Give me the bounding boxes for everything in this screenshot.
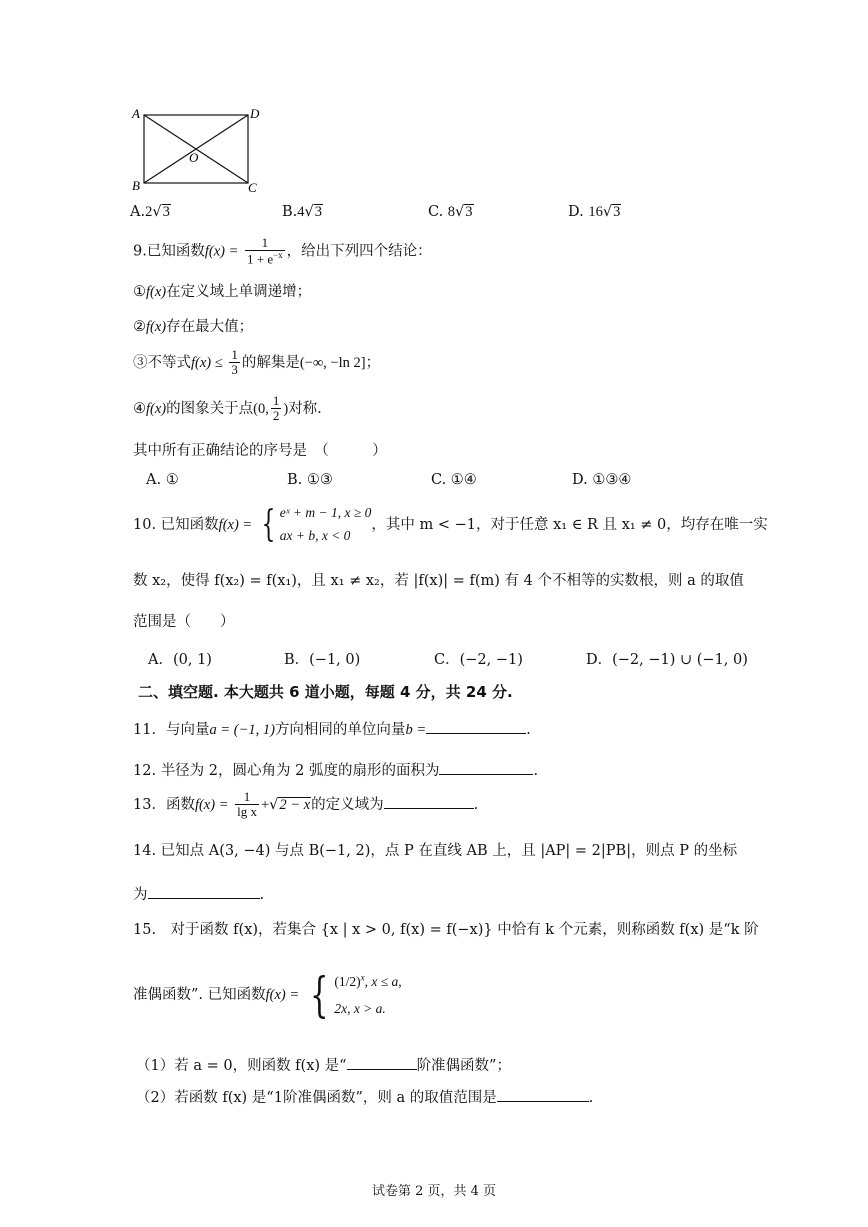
q15-part2: （2）若函数 f(x) 是“1阶准偶函数”，则 a 的取值范围是 . [136,1087,593,1107]
vertex-label-b: B [132,178,140,193]
q9-question: 其中所有正确结论的序号是 （ ） [133,443,387,459]
q9-statement-1: ①f(x)在定义域上单调递增； [133,284,312,300]
q10-option-b: B．(−1, 0) [284,652,361,668]
page-footer: 试卷第 2 页，共 4 页 [371,1184,497,1199]
q13-answer-blank[interactable] [384,794,474,809]
q9-option-c: C. ①④ [431,472,477,488]
q10-stem-line2: 数 x₂，使得 f(x₂) = f(x₁)，且 x₁ ≠ x₂，若 |f(x)| = f(m) 有 4 个不相等的实数根，则 a 的取值 [133,573,744,589]
q12: 12. 半径为 2，圆心角为 2 弧度的扇形的面积为 . [133,760,538,780]
q8-option-c: C. 8√3 [428,204,473,220]
q15-line2: 准偶函数”. 已知函数f(x) = { $(1/2)^x$, x ≤ a, 2x, x > a. [133,967,402,1023]
vertex-label-a: A [132,106,140,121]
q8-option-a: A.2√3 [130,204,170,220]
q15-part1: （1）若 a = 0，则函数 f(x) 是“ 阶准偶函数”； [136,1055,511,1075]
q15-part1-answer-blank[interactable] [347,1055,417,1070]
vertex-label-c: C [248,180,257,195]
q10-option-a: A．(0, 1) [148,652,212,668]
q8-option-b: B.4√3 [282,204,323,220]
vertex-label-d: D [250,106,260,121]
q12-answer-blank[interactable] [439,760,533,775]
q14-line2: 为 . [133,884,264,904]
q10-stem-line1: 10. 已知函数f(x) = { eˣ + m − 1, x ≥ 0 ax + b, x < 0 ，其中 m < −1，对于任意 x₁ ∈ R 且 x₁ ≠ 0，均存在唯一实 [133,503,768,545]
q13: 13．函数f(x) = $\frac{1}{\text{lg x}}$ +√2 − x的定义域为 . [133,789,479,820]
q14-line1: 14. 已知点 A(3, −4) 与点 B(−1, 2)，点 P 在直线 AB 上，且 |AP| = 2|PB|，则点 P 的坐标 [133,843,738,859]
q10-option-d: D．(−2, −1) ∪ (−1, 0) [586,652,748,668]
section-2-heading: 二、填空题. 本大题共 6 道小题，每题 4 分，共 24 分. [138,683,513,701]
rectangle-figure [128,102,268,198]
q11: 11．与向量a = (−1, 1)方向相同的单位向量b = . [133,719,531,739]
q9-option-a: A. ① [146,472,179,488]
q9-statement-3: ③不等式f(x) ≤ $\frac{1}{3}$ 的解集是(−∞, −ln 2]； [133,347,381,378]
q9-statement-2: ②f(x)存在最大值； [133,319,254,335]
q10-stem-line3: 范围是（ ） [133,614,235,630]
q15-line1: 15. 对于函数 f(x)，若集合 {x | x > 0, f(x) = f(−x)} 中恰有 k 个元素，则称函数 f(x) 是“k 阶 [133,922,759,938]
q9-statement-4: ④f(x)的图象关于点(0, $\frac{1}{2}$ )对称. [133,393,322,424]
q9-option-b: B. ①③ [287,472,333,488]
q10-option-c: C．(−2, −1) [434,652,523,668]
q14-answer-blank[interactable] [148,884,260,899]
q8-option-d: D. 16√3 [568,204,621,220]
center-label-o: O [189,150,199,165]
q9-stem: 9.已知函数f(x) = $\frac{1}{1 + e^{-x}}$ ，给出下列四个结论： [133,235,432,267]
q15-part2-answer-blank[interactable] [497,1087,589,1102]
q11-answer-blank[interactable] [426,719,526,734]
q9-option-d: D. ①③④ [572,472,632,488]
